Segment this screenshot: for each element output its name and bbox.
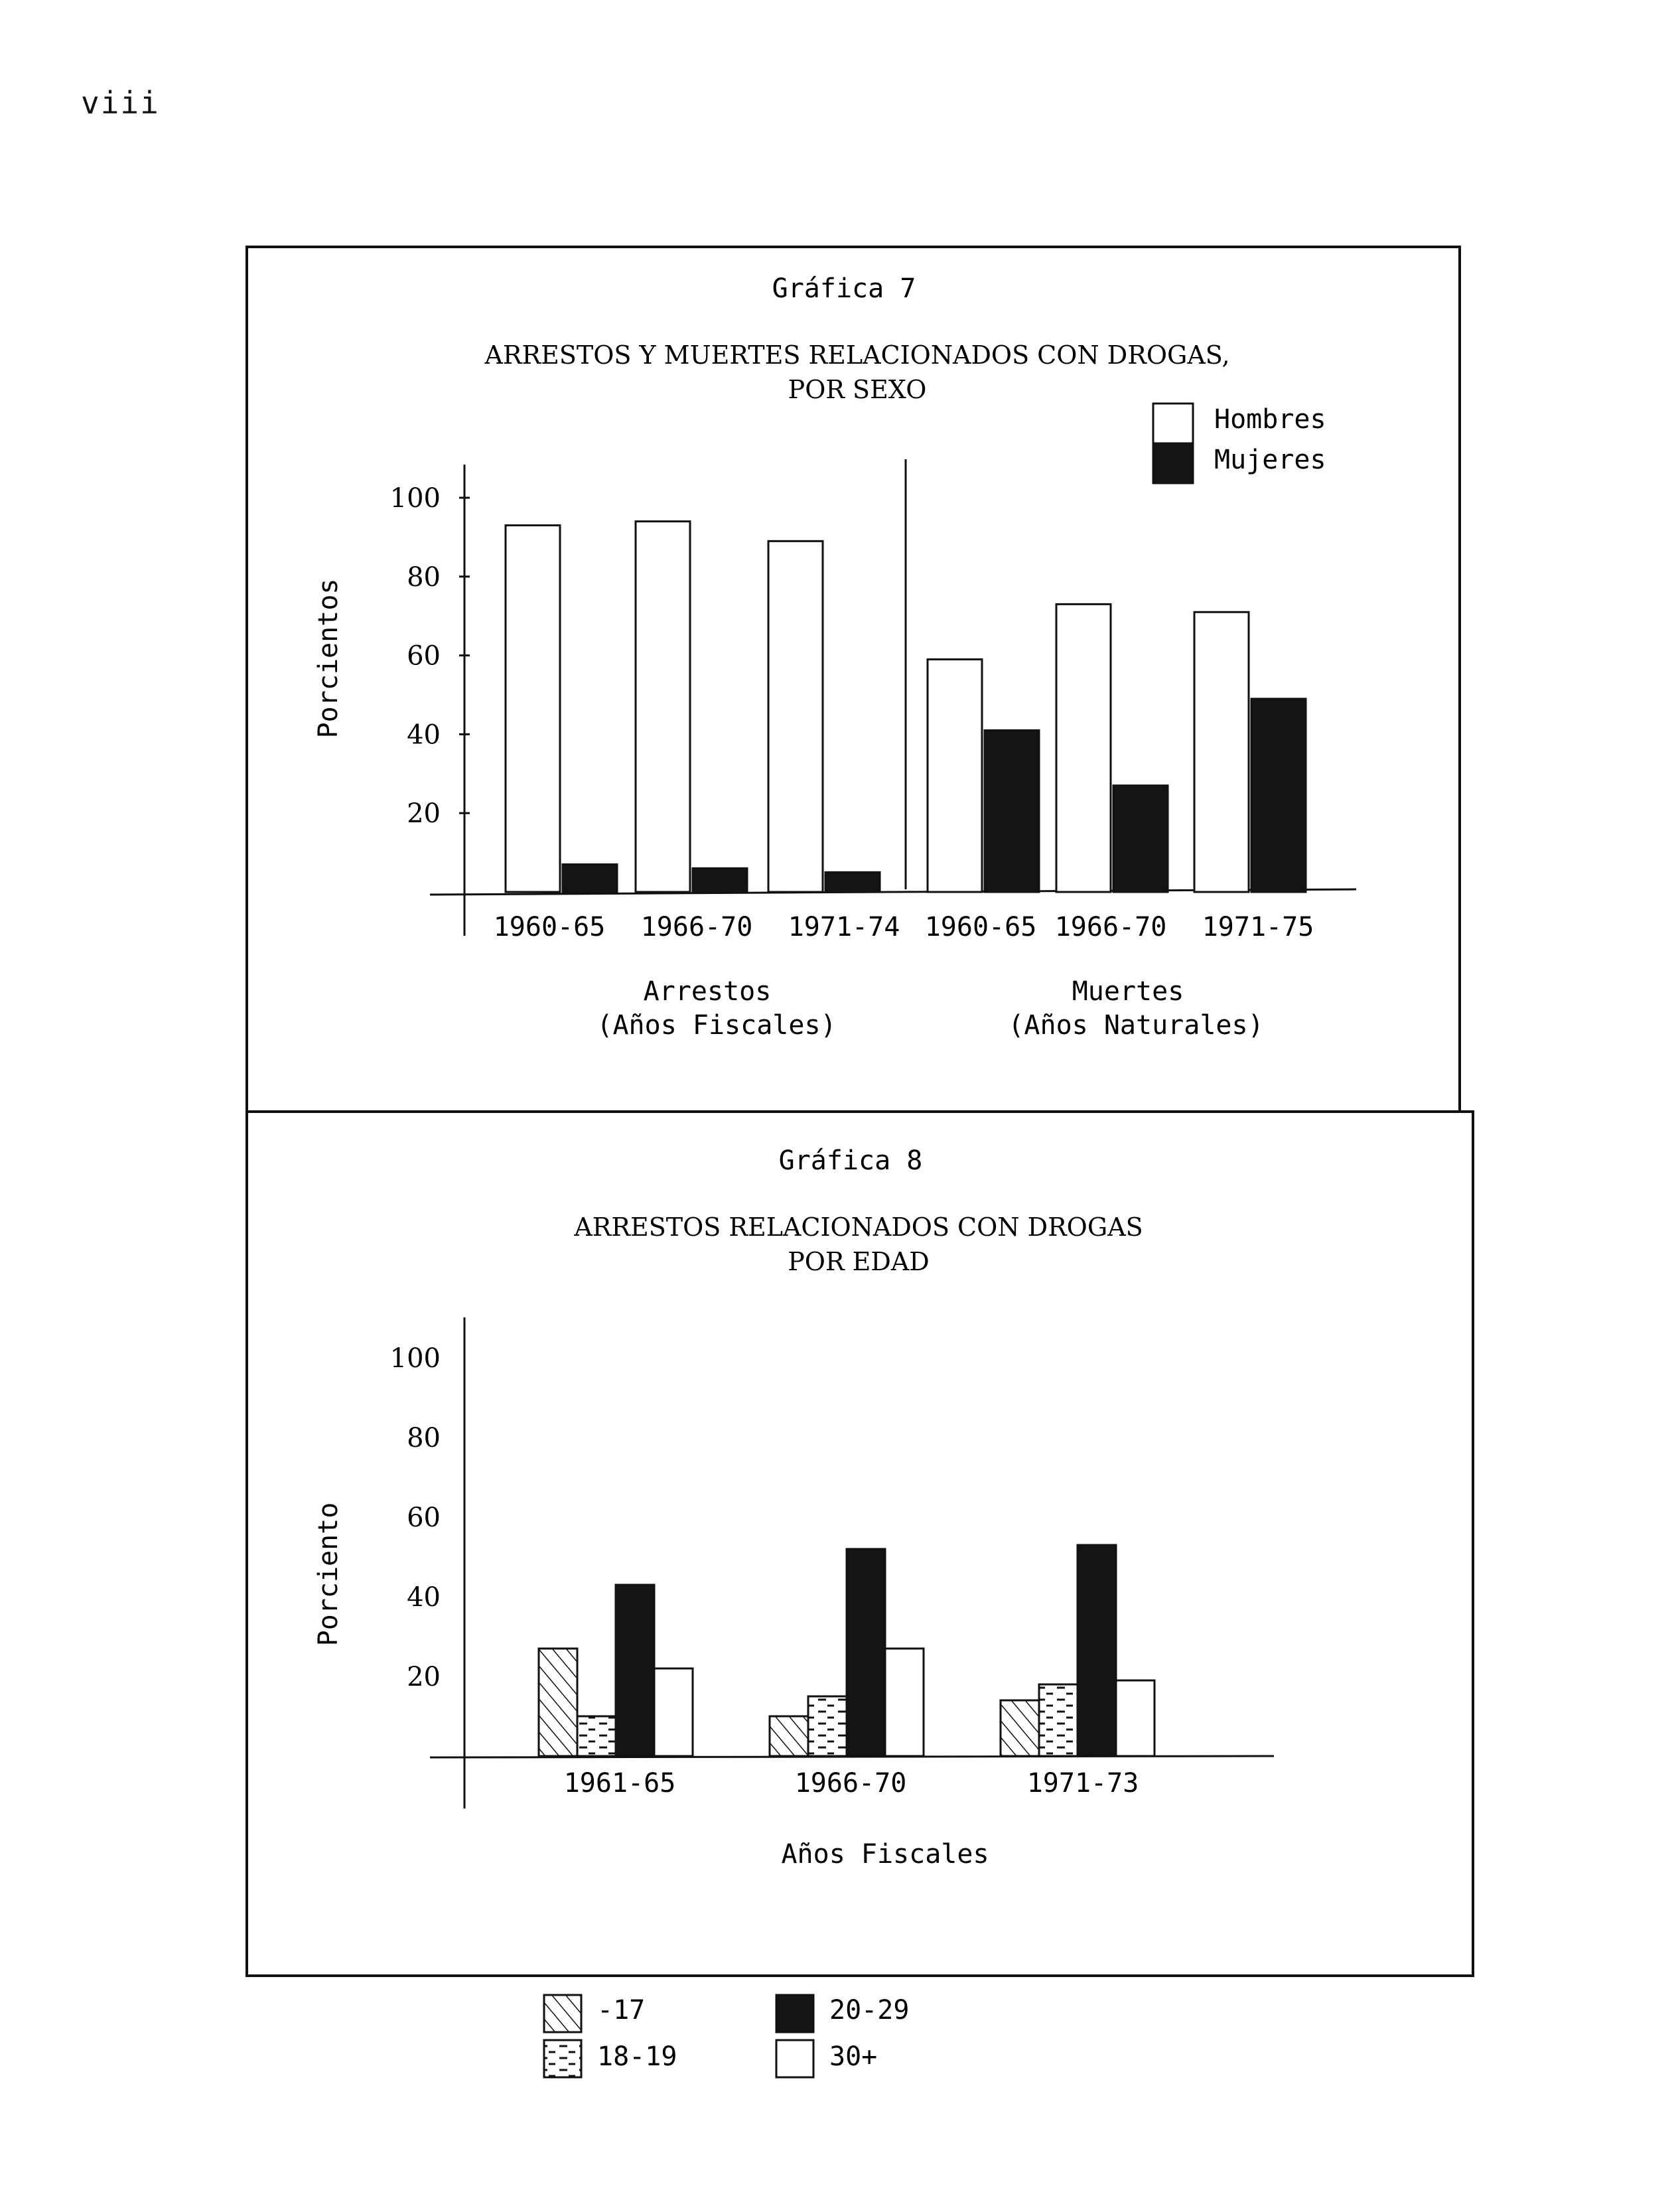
- chart8-bar-30plus: [1116, 1680, 1154, 1756]
- chart7-ytick-label: 40: [407, 719, 441, 751]
- chart7-bar-hombres: [928, 660, 982, 892]
- legend8-swatch-u17: [544, 1995, 581, 2032]
- chart7-ytick-label: 60: [407, 640, 441, 672]
- chart7-title: ARRESTOS Y MUERTES RELACIONADOS CON DROGAS,: [484, 340, 1230, 370]
- chart7-bar-hombres: [506, 526, 560, 892]
- chart8-xtick-label: 1966-70: [794, 1768, 907, 1799]
- chart7-bar-hombres: [1056, 604, 1111, 892]
- chart8-xtick-label: 1971-73: [1026, 1768, 1139, 1799]
- chart7-group-muertes-sub: (Años Naturales): [1008, 1010, 1264, 1041]
- legend7-label-mujeres: Mujeres: [1214, 445, 1326, 475]
- chart8-title: ARRESTOS RELACIONADOS CON DROGAS: [574, 1213, 1143, 1242]
- chart8-ytick-label: 20: [407, 1662, 441, 1692]
- legend8-label-18-19: 18-19: [597, 2041, 677, 2072]
- chart8-subtitle: POR EDAD: [788, 1247, 930, 1276]
- chart7-bar-hombres: [768, 541, 823, 892]
- legend7-label-hombres: Hombres: [1214, 404, 1326, 435]
- page-number: viii: [81, 85, 160, 121]
- chart8-bar-18-19: [577, 1716, 616, 1756]
- chart7-subtitle: POR SEXO: [788, 375, 927, 404]
- legend8-label-u17: -17: [597, 1995, 646, 2026]
- chart8-bar-18-19: [808, 1696, 847, 1756]
- chart7-xtick-label: 1960-65: [924, 912, 1037, 942]
- legend8-swatch-18-19: [544, 2040, 581, 2077]
- chart8-xlabel: Años Fiscales: [781, 1839, 989, 1870]
- chart8-bar-20-29: [1078, 1545, 1116, 1756]
- chart8-ytick-label: 80: [407, 1423, 441, 1453]
- chart7-xtick-label: 1971-75: [1202, 912, 1314, 942]
- chart7-bar-mujeres: [985, 730, 1039, 892]
- chart8-ylabel: Porciento: [313, 1502, 344, 1647]
- chart8-ytick-label: 60: [407, 1503, 441, 1533]
- chart8-bar-30plus: [885, 1649, 924, 1756]
- chart7-bar-mujeres: [1113, 786, 1168, 892]
- chart8-ytick-label: 40: [407, 1582, 441, 1613]
- chart8-bar-u17: [539, 1649, 577, 1756]
- legend8-label-20-29: 20-29: [829, 1995, 910, 2026]
- chart7-ytick-label: 100: [389, 483, 441, 514]
- chart7-bar-hombres: [1194, 612, 1249, 892]
- chart7-ytick-label: 20: [407, 798, 441, 830]
- chart7-xtick-label: 1966-70: [640, 912, 753, 942]
- legend8-swatch-30plus: [776, 2040, 813, 2077]
- chart7-ytick-label: 80: [407, 561, 441, 593]
- chart7-xtick-label: 1971-74: [788, 912, 900, 942]
- legend8-swatch-20-29: [776, 1995, 813, 2032]
- chart7-label: Gráfica 7: [772, 273, 916, 304]
- chart8-bar-20-29: [847, 1549, 885, 1756]
- chart7-group-arrestos: Arrestos: [643, 976, 772, 1007]
- chart7-xtick-label: 1966-70: [1054, 912, 1167, 942]
- chart7-bar-mujeres: [563, 864, 617, 892]
- chart8-bar-18-19: [1039, 1684, 1078, 1756]
- chart7-bar-hombres: [636, 522, 690, 892]
- chart7-group-muertes: Muertes: [1072, 976, 1184, 1007]
- chart7-group-arrestos-sub: (Años Fiscales): [596, 1010, 837, 1041]
- chart7-bar-mujeres: [1251, 699, 1306, 892]
- chart7-xtick-label: 1960-65: [493, 912, 606, 942]
- chart8-bar-30plus: [654, 1668, 693, 1756]
- chart8-xtick-label: 1961-65: [563, 1768, 676, 1799]
- legend7-swatch-mujeres: [1153, 443, 1193, 483]
- chart7-bar-mujeres: [693, 868, 747, 892]
- chart7-ylabel: Porcientos: [313, 578, 344, 739]
- chart8-label: Gráfica 8: [778, 1145, 923, 1176]
- chart8-bar-u17: [1001, 1700, 1039, 1756]
- legend8-label-30plus: 30+: [829, 2041, 878, 2072]
- chart8-bar-u17: [770, 1716, 808, 1756]
- legend7-swatch-hombres: [1153, 404, 1193, 443]
- chart8-ytick-label: 100: [389, 1343, 441, 1374]
- chart7-bar-mujeres: [825, 872, 880, 892]
- chart8-bar-20-29: [616, 1585, 654, 1756]
